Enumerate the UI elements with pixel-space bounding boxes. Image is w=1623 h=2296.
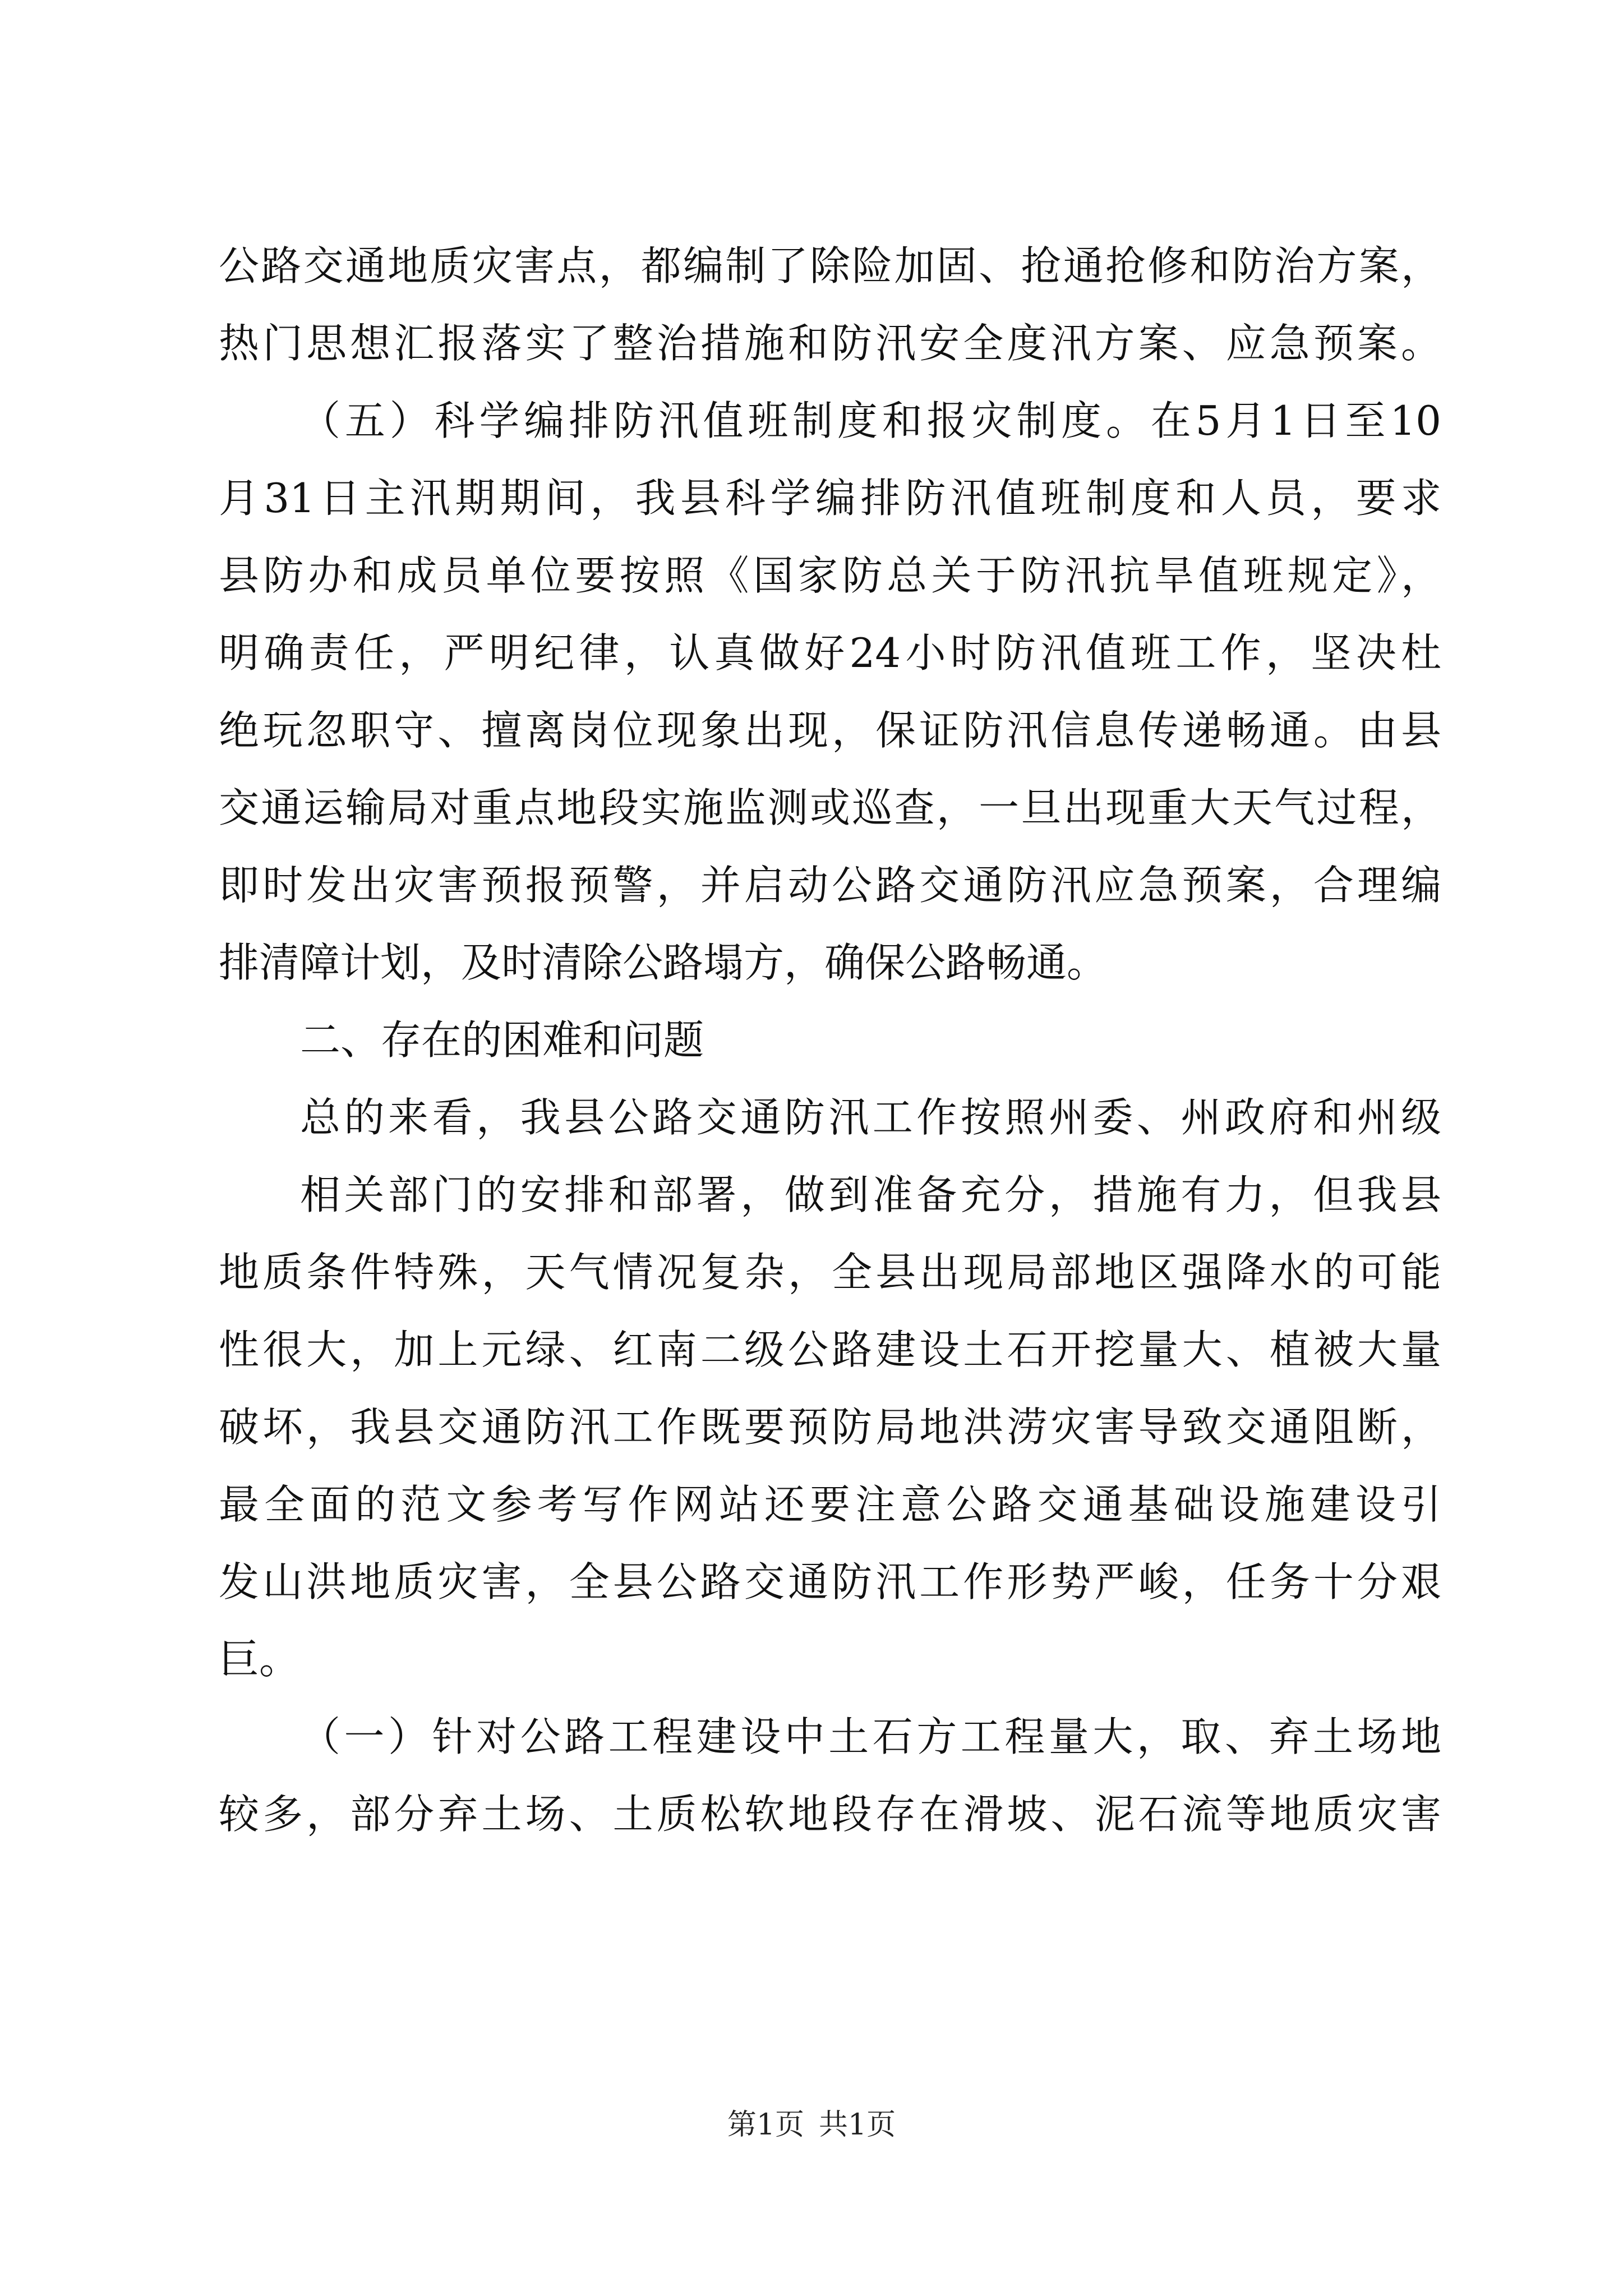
page-total: 共1页 [819,2108,896,2142]
text-line: 地质条件特殊，天气情况复杂，全县出现局部地区强降水的可能 [219,1249,1441,1296]
text-line: 排清障计划，及时清除公路塌方，确保公路畅通。 [219,939,1108,986]
text-line: 公路交通地质灾害点，都编制了除险加固、抢通抢修和防治方案， [219,242,1441,289]
text-line: 发山洪地质灾害，全县公路交通防汛工作形势严峻，任务十分艰 [219,1558,1441,1605]
text-line: 破坏，我县交通防汛工作既要预防局地洪涝灾害导致交通阻断， [219,1404,1441,1451]
text-line: 总的来看，我县公路交通防汛工作按照州委、州政府和州级 [300,1094,1441,1141]
text-line: 性很大，加上元绿、红南二级公路建设土石开挖量大、植被大量 [219,1326,1441,1373]
text-line: 交通运输局对重点地段实施监测或巡查，一旦出现重大天气过程， [219,784,1441,831]
page-number: 第1页 [727,2108,804,2142]
text-line: 较多，部分弃土场、土质松软地段存在滑坡、泥石流等地质灾害 [219,1791,1441,1838]
section-heading-line: （五）科学编排防汛值班制度和报灾制度。在5月1日至10 [300,397,1441,444]
text-line: 巨。 [219,1636,300,1683]
document-body [219,227,1441,1853]
text-line: 最全面的范文参考写作网站还要注意公路交通基础设施建设引 [219,1481,1441,1528]
text-line: 相关部门的安排和部署，做到准备充分，措施有力，但我县 [300,1171,1441,1218]
text-line: 即时发出灾害预报预警，并启动公路交通防汛应急预案，合理编 [219,862,1441,909]
page-footer [0,2101,1623,2143]
section-heading: 二、存在的困难和问题 [300,1016,704,1064]
text-line: 明确责任，严明纪律，认真做好24小时防汛值班工作，坚决杜 [219,629,1441,677]
section-heading-line: （一）针对公路工程建设中土石方工程量大，取、弃土场地 [300,1713,1441,1760]
text-line: 热门思想汇报落实了整治措施和防汛安全度汛方案、应急预案。 [219,320,1441,367]
text-line: 绝玩忽职守、擅离岗位现象出现，保证防汛信息传递畅通。由县 [219,707,1441,754]
text-line: 月31日主汛期期间，我县科学编排防汛值班制度和人员，要求 [219,475,1441,522]
text-line: 县防办和成员单位要按照《国家防总关于防汛抗旱值班规定》， [219,552,1441,599]
